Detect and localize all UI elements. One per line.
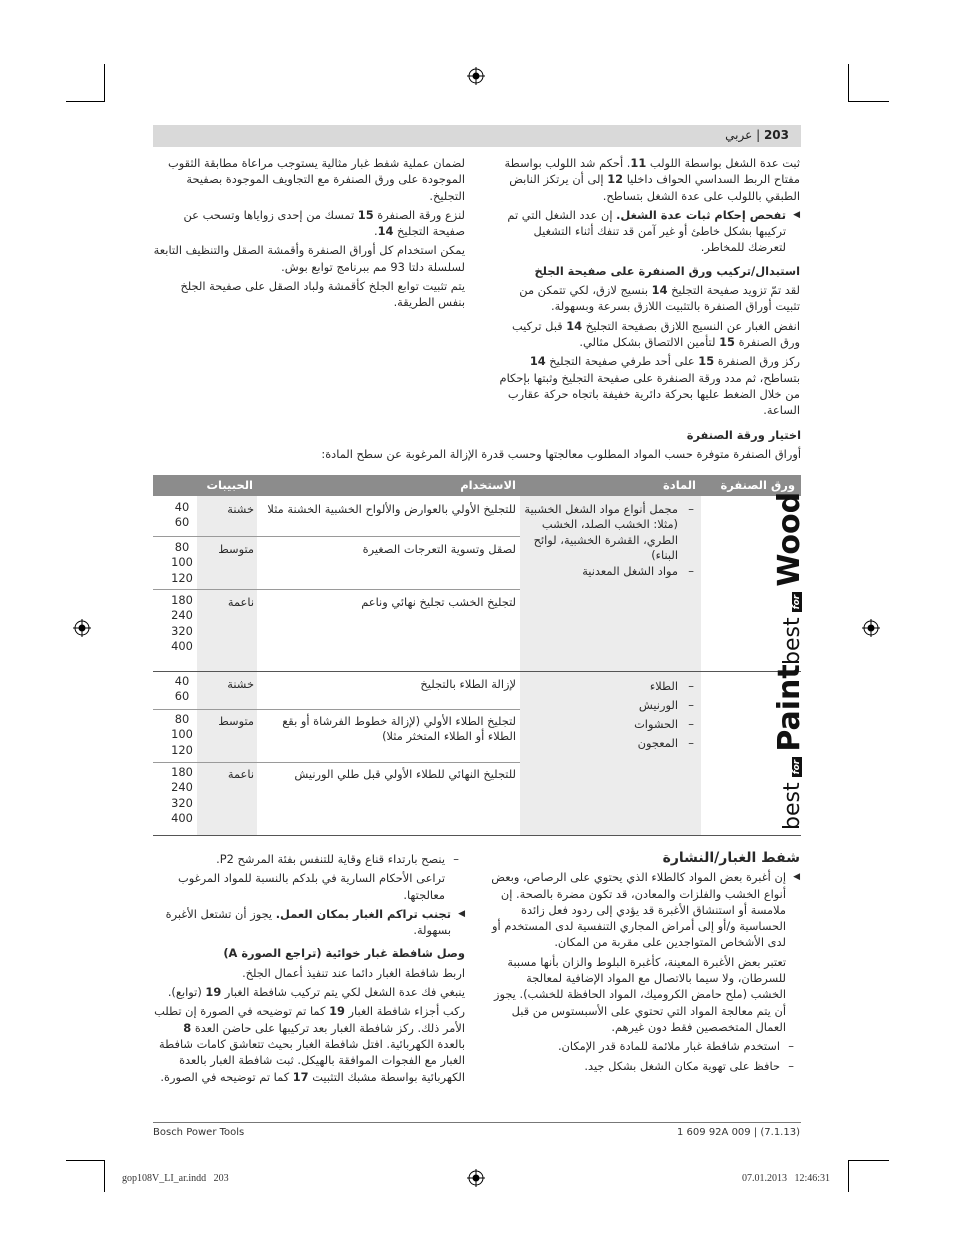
brand-for: for [792,592,802,613]
table-row-grit: ناعمة [227,595,254,609]
table-row-usage: للتجليخ الأولي بالعوارض والألواح الخشبية الخشنة مثلا [267,502,516,516]
row-divider [153,709,520,710]
list-item: – استخدم شافطة غبار ملائمة للمادة قدر الإمكان. [557,1039,794,1054]
table-row-grit: خشنة [227,677,254,691]
brand-best-for-paint [772,664,807,830]
page-number: 203 [763,128,789,142]
left-column-top [153,155,465,314]
registration-mark-icon [862,619,880,637]
table-row-grit: متوسط [218,542,254,556]
section-heading: استبدال/تركيب ورق الصنفرة على صفيحة الجلخ [534,263,800,278]
header-grit: الحبيبات [206,478,253,492]
crop-mark [104,1160,105,1192]
table-row-numbers: 80 100 120 [171,712,193,757]
crop-mark [849,101,889,102]
header-usage: الاستخدام [460,478,516,492]
brand-name: Wood [772,491,807,587]
list-item: – حافظ على تهوية مكان الشغل بشكل جيد. [584,1058,794,1073]
list-item: – ينصح بارتداء قناع وقاية للتنفس بفئة المرشح P2. [216,852,459,866]
list-item: – الطلاء [649,679,694,693]
brand-best: best [780,782,805,830]
slug-left: gop108V_LI_ar.indd 203 [122,1173,229,1184]
warning-triangle-icon: ◀ [793,872,800,883]
section-title: شفط الغبار/النشارة [662,850,800,866]
warning-item: ◀ إن أغبرة بعض المواد كالطلاء الذي يحتوي على الرصاص، وبعض أنواع الخشب والفلزات والمعادن، قد تكون مضرة بالصحة. إن ملامسة أو استنشاق الأغبرة قد يؤدي إلى ردود فعل زائدة الحساسية و/أو إلى أمراض المجاري التنفسية لدى المستخدم أو لدى الأشخاص المتواجدين على مقربة من المكان. [491,870,800,950]
paragraph: ينبغي فك عدة الشغل لكي يتم تركيب شافطة الغبار 19 (توابع). [167,985,465,1000]
paragraph: يتم تثبيت توابع الجلخ كأقمشة ولباد الصقل على صفيحة الجلخ بنفس الطريقة. [180,279,465,310]
header-language: عربي [725,128,753,142]
table-row-numbers: 180 240 320 400 [171,593,193,654]
crop-mark [66,1160,105,1161]
brand-for: for [792,757,802,778]
table-row-grit: متوسط [218,714,254,728]
paragraph: تراعى الأحكام السارية في بلدكم بالنسبة للمواد المرغوب معالجتها. [178,871,445,902]
paragraph: يمكن استخدام كل أوراق الصنفرة وأقمشة الصقل والتنظيف التابعة لسلسلة دلتا 93 مم ببرنامج توابع بوش. [153,243,465,274]
header-material: المادة [663,478,696,492]
section-heading: اختيار ورقة الصنفرة [686,428,801,442]
crop-mark [849,1160,889,1161]
footer-left: Bosch Power Tools [153,1127,245,1138]
table-row-grit: خشنة [227,502,254,516]
row-divider [153,762,520,763]
paragraph: ثبت عدة الشغل بواسطة اللولب 11. أحكم شد اللولب بواسطة مفتاح الربط السداسي الحواف داخليا 12 إلى أن يرتكز النابض الطبقي باللولب على عدة الشغل بتساطح. [504,156,800,203]
table-row-grit: ناعمة [227,767,254,781]
table-row-usage: للتجليخ النهائي للطلاء الأولي قبل طلي الورنيش [294,767,516,781]
slug-right: 07.01.2013 12:46:31 [741,1173,830,1184]
warning-item: ◀ تجنب تراكم الغبار بمكان العمل. يجوز أن تشتعل الأغبرة بسهولة. [165,906,465,938]
paragraph: لضمان عملية شفط غبار مثالية يستوجب مراعاة مطابقة الثقوب الموجودة على ورق الصنفرة مع التجاويف الموجودة بصفيحة التجليخ. [167,156,465,203]
paragraph: اربط شافطة الغبار دائما عند تنفيذ أعمال الجلخ. [242,965,465,980]
crop-mark [66,101,105,102]
table-row-usage: لتجليخ الخشب تجليخ نهائي وناعم [361,595,516,609]
warning-triangle-icon: ◀ [793,209,800,220]
paragraph: ركب أجزاء شافطة الغبار 19 كما تم توضيحه في الصورة إن تطلب الأمر ذلك. ركز شافطة الغبار بعد تركيبها على حاضن العدة 8 بالعدة الكهربائية. افتل شافطة الغبار بحيث تتعاشق كامات شافطة الغبار مع الفجوات الموافقة بالهيكل. ثبت شافطة الغبار بالعدة الكهربائية بواسطة مشبك التثبيت 17 كما تم توضيحه في الصورة. [154,1004,465,1084]
warning-item: ◀ تفحص إحكام ثبات عدة الشغل. إن عدد الشغل التي تم تركيبها بشكل خاطئ أو غير آمن قد تنفك أثناء التشغيل لتعرضك للمخاطر. [507,207,800,255]
footer-right: 1 609 92A 009 | (7.1.13) [677,1127,800,1138]
group-divider [153,671,801,672]
table-row-usage: لتجليخ الطلاء الأولي (لإزالة خطوط الفرشاة أو بقع الطلاء أو الطلاء المتخثر مثلا) [282,714,516,744]
registration-mark-icon [73,619,91,637]
crop-mark [848,1160,849,1192]
paint-materials [524,677,696,753]
dust-left-column [153,851,465,1088]
list-item: – الحشوات [634,717,694,731]
warning-triangle-icon: ◀ [458,908,465,919]
page-header [153,125,801,147]
section-heading: وصل شافطة غبار خوائية (تراجع الصورة A) [223,946,465,961]
dust-right-column [490,850,800,1077]
crop-mark [848,64,849,102]
registration-mark-icon [467,67,485,85]
registration-mark-icon [467,1169,485,1187]
table-row-numbers: 80 100 120 [171,540,193,585]
brand-name: Paint [772,664,807,752]
header-paper: ورق الصنفرة [720,478,795,492]
paragraph: تعتبر بعض الأغبرة المعينة، كأغبرة البلوط والزان بأنها مسببة للسرطان، ولا سيما بالاتصال مع المواد الإضافية لمعالجة الخشب (ملح حامض الكروميك، المواد الحافظة للخشب). يجوز أن يتم معالجة المواد التي تحتوي على الأسبستوس من قبل العمال المتخصصين فقط دون غيرهم. [493,954,786,1034]
paragraph: ركز ورق الصنفرة 15 على أحد طرفي صفيحة التجليخ 14 بتساطح، ثم مدد ورقة الصنفرة على صفيحة التجليخ وثبتها بإحكام من خلال الضغط عليها بحركة دائرية خفيفة باتجاه حركة عقارب الساعة. [499,354,800,418]
table-row-numbers: 40 60 [174,500,190,530]
paragraph: أوراق الصنفرة متوفرة حسب المواد المطلوب معالجتها وحسب قدرة الإزالة المرغوبة عن سطح المادة: [321,447,801,462]
list-item: – مجمل أنواع مواد الشغل الخشبية (مثلا: الخشب الصلد، الخشب الطري، القشرة الخشبية، لوائح البناء) [524,502,694,563]
brand-best: best [780,617,805,665]
footer-rule [153,1122,801,1123]
table-row-usage: لإزالة الطلاء بالتجليخ [420,677,516,691]
paragraph: لنزع ورقة الصنفرة 15 تمسك من إحدى زواياها وتسحب عن صفيحة التجليخ 14. [183,207,465,239]
wood-materials [524,502,696,579]
table-header [153,475,801,496]
table-row-numbers: 180 240 320 400 [171,765,193,826]
right-column-top [497,155,800,421]
table-row-usage: لصقل وتسوية التعرجات الصغيرة [362,542,516,556]
table-row-numbers: 40 60 [174,674,190,704]
paragraph: لقد تمّ تزويد صفيحة التجليخ 14 بنسيج لازق، لكي تتمكن من تثبيت أوراق الصنفرة بالتثبيت اللازق بسرعة وبسهولة. [519,283,800,314]
header-separator: | [756,128,761,142]
selection-section [153,427,801,466]
brand-best-for-wood [772,492,807,665]
row-divider [153,536,520,537]
list-item: – مواد الشغل المعدنية [582,563,694,578]
crop-mark [104,64,105,102]
table-bottom [153,835,801,836]
row-divider [153,589,520,590]
list-item: – الورنيش [638,698,694,712]
list-item: – المعجون [637,736,694,750]
paragraph: انفض الغبار عن النسيج اللازق بصفيحة التجليخ 14 قبل تركيب ورق الصنفرة 15 لتأمين الالتصاق بشكل مثالي. [511,318,800,349]
page-header-text [725,128,789,142]
